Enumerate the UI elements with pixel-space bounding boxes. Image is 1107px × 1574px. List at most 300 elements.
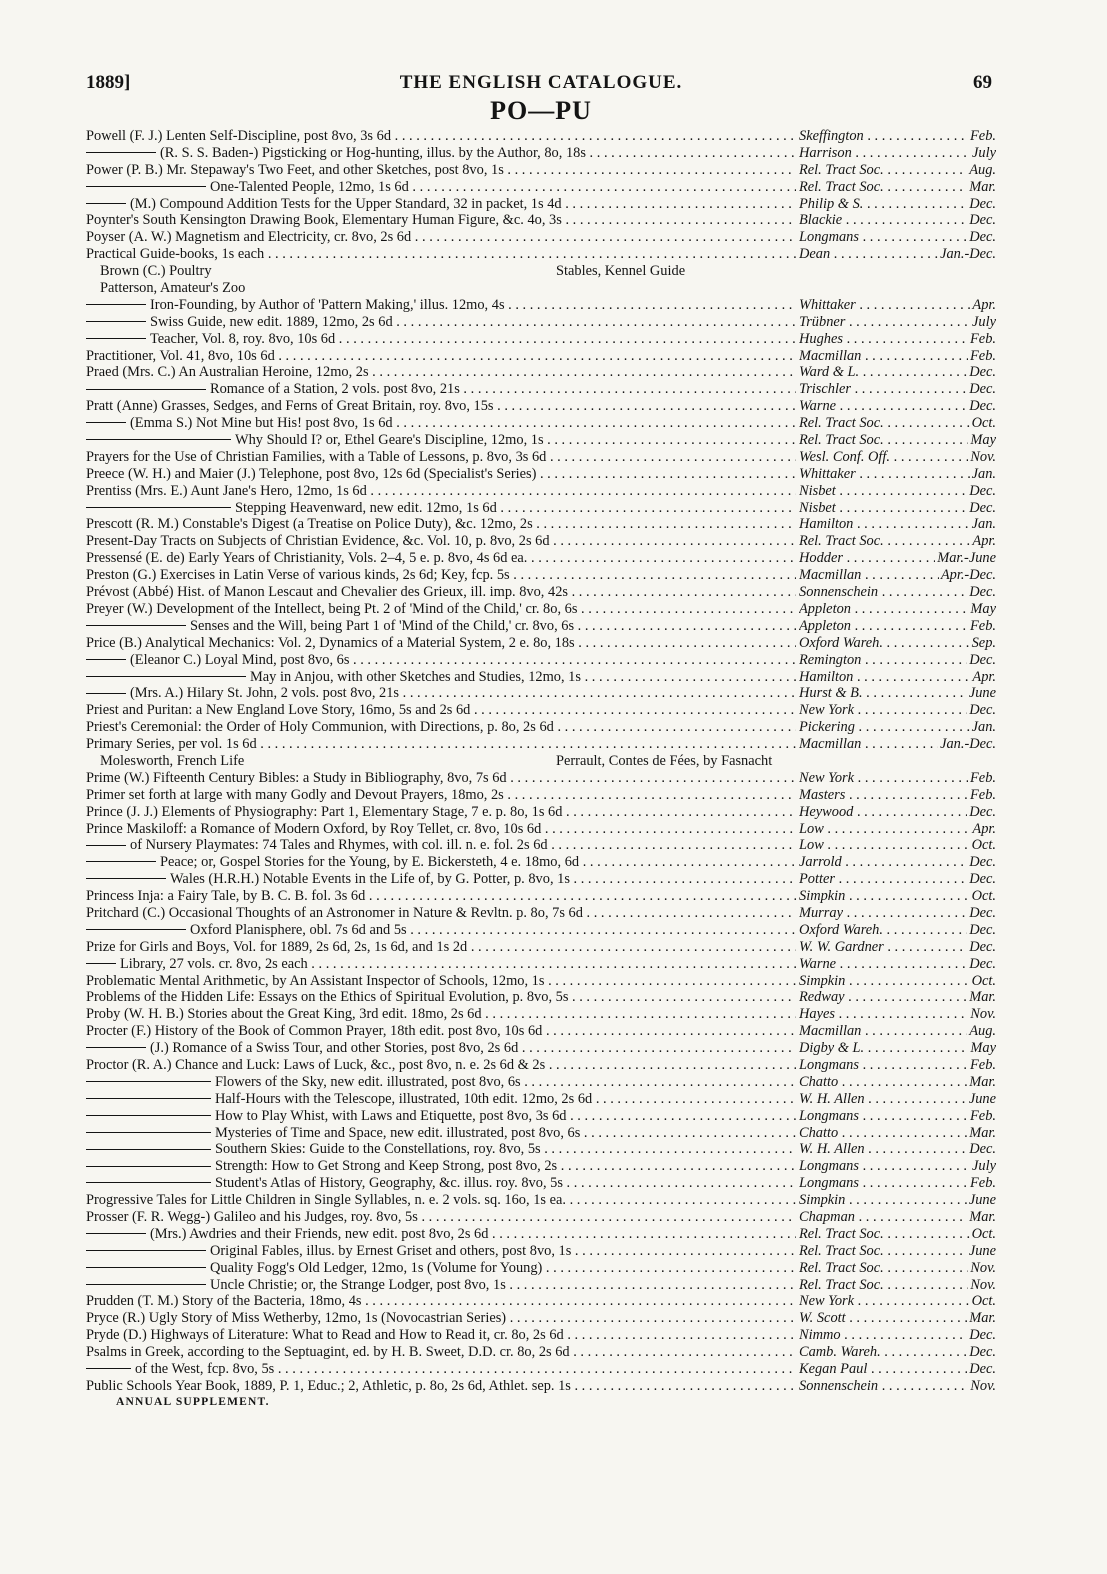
entry-publisher <box>799 533 996 550</box>
series-title: Molesworth, French Life <box>100 752 245 769</box>
entry-month: Dec. <box>969 482 996 499</box>
entry-month: Dec. <box>969 854 996 871</box>
page-number: 69 <box>973 72 992 93</box>
catalogue-entry <box>86 669 996 686</box>
ditto-rule <box>86 1149 211 1150</box>
entry-title-cell <box>86 939 796 956</box>
entry-month: Dec. <box>969 651 996 668</box>
entry-title: Senses and the Will, being Part 1 of 'Mind of the Child,' cr. 8vo, 6s <box>190 617 575 634</box>
entry-month: Apr.-Dec. <box>940 567 996 584</box>
catalogue-entry <box>86 584 996 601</box>
entry-month: Dec. <box>969 1141 996 1158</box>
entry-title: How to Play Whist, with Laws and Etiquette, post 8vo, 3s 6d <box>215 1107 567 1124</box>
entry-month: Feb. <box>970 330 996 347</box>
entry-title-cell <box>86 1108 796 1125</box>
entry-title: Pritchard (C.) Occasional Thoughts of an Astronomer in Nature & Revltn. p. 8o, 7s 6d <box>86 904 583 921</box>
entry-title: Prince (J. J.) Elements of Physiography: Part 1, Elementary Stage, 7 e. p. 8o, 1s 6d <box>86 803 563 820</box>
catalogue-entry <box>86 196 996 213</box>
entry-title-cell <box>86 145 796 162</box>
publisher-name: Sonnenschein <box>799 1377 879 1394</box>
ditto-rule <box>86 507 231 508</box>
entry-title-cell <box>86 770 796 787</box>
publisher-name: Simpkin <box>799 1192 846 1209</box>
publisher-name: Low <box>799 837 824 854</box>
publisher-name: Trischler <box>799 381 851 398</box>
entry-month: Aug. <box>969 1023 996 1040</box>
entry-title: Pryce (R.) Ugly Story of Miss Wetherby, 12mo, 1s (Novocastrian Series) <box>86 1310 507 1327</box>
entry-title: Praed (Mrs. C.) An Australian Heroine, 12mo, 2s <box>86 364 369 381</box>
entry-title-cell <box>86 854 796 871</box>
footnote: ANNUAL SUPPLEMENT. <box>116 1395 270 1408</box>
entry-month: Jan. <box>971 465 996 482</box>
publisher-name: Dean <box>799 246 831 263</box>
entry-title: Procter (F.) History of the Book of Common Prayer, 18th edit. post 8vo, 10s 6d <box>86 1023 543 1040</box>
publisher-name: Potter <box>799 871 835 888</box>
ditto-rule <box>86 963 116 964</box>
entry-month: Feb. <box>970 1107 996 1124</box>
entry-month: Feb. <box>970 617 996 634</box>
entry-month: Dec. <box>969 229 996 246</box>
publisher-name: Rel. Tract Soc. <box>799 161 884 178</box>
entry-title: (M.) Compound Addition Tests for the Upper Standard, 32 in packet, 1s 4d <box>130 195 562 212</box>
entry-month: Mar. <box>969 1073 996 1090</box>
publisher-name: Rel. Tract Soc. <box>799 1276 884 1293</box>
publisher-name: Chatto <box>799 1073 839 1090</box>
entry-title: (J.) Romance of a Swiss Tour, and other Stories, post 8vo, 2s 6d <box>150 1040 519 1057</box>
entry-title-cell <box>86 584 796 601</box>
publisher-name: Rel. Tract Soc. <box>799 1259 884 1276</box>
entry-month: Nov. <box>970 1377 996 1394</box>
series-title: Patterson, Amateur's Zoo <box>100 280 246 297</box>
entry-title: Prince Maskiloff: a Romance of Modern Oxford, by Roy Tellet, cr. 8vo, 10s 6d <box>86 820 542 837</box>
entry-month: Apr. <box>972 668 996 685</box>
catalogue-entry <box>86 1125 996 1142</box>
entry-title-cell <box>86 871 796 888</box>
catalogue-entry <box>86 314 996 331</box>
ditto-rule <box>86 203 126 204</box>
entry-month: Dec. <box>969 381 996 398</box>
publisher-name: Hurst & B. <box>799 685 863 702</box>
entry-publisher <box>799 1108 996 1125</box>
header-year: 1889] <box>86 72 131 93</box>
catalogue-entry <box>86 1310 996 1327</box>
catalogue-entry <box>86 550 996 567</box>
catalogue-entry <box>86 1344 996 1361</box>
entry-title-cell <box>86 1125 796 1142</box>
entry-title: Romance of a Station, 2 vols. post 8vo, 21s <box>210 381 460 398</box>
ditto-rule <box>86 1284 206 1285</box>
catalogue-entry <box>86 635 996 652</box>
publisher-name: Blackie <box>799 212 843 229</box>
entry-publisher <box>799 331 996 348</box>
entry-title-cell <box>86 635 796 652</box>
ditto-rule <box>86 845 126 846</box>
entry-title-cell <box>86 973 796 990</box>
catalogue-entry <box>86 1158 996 1175</box>
ditto-rule <box>86 676 246 677</box>
entry-title-cell <box>86 1310 796 1327</box>
catalogue-entry <box>86 1023 996 1040</box>
publisher-name: Appleton <box>799 617 851 634</box>
catalogue-page <box>86 70 996 1410</box>
entry-publisher <box>799 1260 996 1277</box>
catalogue-entry <box>86 905 996 922</box>
entry-title: Priest's Ceremonial: the Order of Holy Communion, with Directions, p. 8o, 2s 6d <box>86 719 554 736</box>
ditto-rule <box>86 1233 146 1234</box>
entry-month: June <box>968 1090 996 1107</box>
entry-month: Dec. <box>969 904 996 921</box>
publisher-name: Hayes <box>799 1006 835 1023</box>
entry-title: Preston (G.) Exercises in Latin Verse of various kinds, 2s 6d; Key, fcp. 5s <box>86 567 510 584</box>
entry-month: June <box>968 1242 996 1259</box>
publisher-name: Camb. Wareh. <box>799 1344 881 1361</box>
series-sublist-row <box>86 280 996 297</box>
entry-title: Oxford Planisphere, obl. 7s 6d and 5s <box>190 921 407 938</box>
entry-title: Practitioner, Vol. 41, 8vo, 10s 6d <box>86 347 275 364</box>
catalogue-entry <box>86 787 996 804</box>
entry-title-cell <box>86 550 796 567</box>
publisher-name: Warne <box>799 955 837 972</box>
ditto-rule <box>86 1166 211 1167</box>
entry-title: Pryde (D.) Highways of Literature: What to Read and How to Read it, cr. 8o, 2s 6d <box>86 1327 564 1344</box>
publisher-name: New York <box>799 769 855 786</box>
publisher-name: Hamilton <box>799 668 854 685</box>
catalogue-entry <box>86 702 996 719</box>
ditto-rule <box>86 1115 211 1116</box>
publisher-name: Harrison <box>799 144 852 161</box>
entry-title-cell <box>86 348 796 365</box>
entry-publisher <box>799 618 996 635</box>
entry-title: Iron-Founding, by Author of 'Pattern Making,' illus. 12mo, 4s <box>150 296 505 313</box>
publisher-name: Skeffington <box>799 128 864 144</box>
entry-title: Student's Atlas of History, Geography, &c. illus. roy. 8vo, 5s <box>215 1175 563 1192</box>
entry-month: Mar. <box>969 989 996 1006</box>
ditto-rule <box>86 389 206 390</box>
entry-title: Prayers for the Use of Christian Families, with a Table of Lessons, p. 8vo, 3s 6d <box>86 448 547 465</box>
publisher-name: Ward & L. <box>799 364 860 381</box>
entry-month: Feb. <box>970 1175 996 1192</box>
catalogue-entry <box>86 364 996 381</box>
entry-month: Oct. <box>971 1225 996 1242</box>
entry-title-cell <box>86 162 796 179</box>
header-title: THE ENGLISH CATALOGUE. <box>399 72 683 93</box>
entry-month: Dec. <box>969 212 996 229</box>
publisher-name: Simpkin <box>799 972 846 989</box>
entry-title-cell <box>86 500 796 517</box>
entry-publisher <box>799 314 996 331</box>
entry-title: Mysteries of Time and Space, new edit. illustrated, post 8vo, 6s <box>215 1124 581 1141</box>
entry-title: Quality Fogg's Old Ledger, 12mo, 1s (Volume for Young) <box>210 1259 543 1276</box>
entry-month: Feb. <box>970 769 996 786</box>
entry-month: Oct. <box>971 1293 996 1310</box>
catalogue-entry <box>86 179 996 196</box>
publisher-name: Philip & S. <box>799 195 864 212</box>
section-heading: PO—PU <box>490 96 592 125</box>
entry-month: Oct. <box>971 972 996 989</box>
entry-title-cell <box>86 1293 796 1310</box>
catalogue-entry <box>86 466 996 483</box>
entry-title-cell <box>86 601 796 618</box>
entry-publisher <box>799 888 996 905</box>
entry-title: Pressensé (E. de) Early Years of Christianity, Vols. 2–4, 5 e. p. 8vo, 4s 6d ea. <box>86 550 528 567</box>
catalogue-entry <box>86 1226 996 1243</box>
series-sublist-row <box>86 263 996 280</box>
entry-publisher <box>799 128 996 145</box>
catalogue-entry <box>86 1243 996 1260</box>
entry-title: Library, 27 vols. cr. 8vo, 2s each <box>120 955 308 972</box>
entry-month: July <box>972 1158 996 1175</box>
entry-title-cell <box>86 483 796 500</box>
ditto-rule <box>86 338 146 339</box>
catalogue-entry <box>86 939 996 956</box>
ditto-rule <box>86 1368 131 1369</box>
entry-publisher <box>799 669 996 686</box>
entry-title: Preece (W. H.) and Maier (J.) Telephone, post 8vo, 12s 6d (Specialist's Series) <box>86 465 537 482</box>
entry-publisher <box>799 787 996 804</box>
entry-title-cell <box>86 905 796 922</box>
entry-publisher <box>799 415 996 432</box>
entry-title-cell <box>86 1091 796 1108</box>
catalogue-entry <box>86 922 996 939</box>
entry-publisher <box>799 1057 996 1074</box>
ditto-rule <box>86 625 186 626</box>
entry-title: Proby (W. H. B.) Stories about the Great King, 3rd edit. 18mo, 2s 6d <box>86 1006 482 1023</box>
publisher-name: Macmillan <box>799 347 862 364</box>
publisher-name: Rel. Tract Soc. <box>799 415 884 432</box>
entry-title: Problematic Mental Arithmetic, by An Assistant Inspector of Schools, 12mo, 1s <box>86 972 545 989</box>
entry-month: Jan. <box>971 719 996 736</box>
entry-title-cell <box>86 669 796 686</box>
entry-publisher <box>799 1175 996 1192</box>
catalogue-entry <box>86 1209 996 1226</box>
entry-title: Preyer (W.) Development of the Intellect, being Pt. 2 of 'Mind of the Child,' cr. 8o, 6s <box>86 600 578 617</box>
entry-month: Feb. <box>970 347 996 364</box>
catalogue-entry <box>86 652 996 669</box>
entry-month: Feb. <box>970 1056 996 1073</box>
entry-title-cell <box>86 516 796 533</box>
entry-month: Feb. <box>970 128 996 144</box>
catalogue-entry <box>86 212 996 229</box>
publisher-name: Oxford Wareh. <box>799 921 883 938</box>
entry-title-cell <box>86 787 796 804</box>
entry-title: Prime (W.) Fifteenth Century Bibles: a Study in Bibliography, 8vo, 7s 6d <box>86 769 507 786</box>
entry-month: Dec. <box>969 499 996 516</box>
entry-month: Nov. <box>970 1259 996 1276</box>
ditto-rule <box>86 422 126 423</box>
catalogue-entry <box>86 601 996 618</box>
entry-title: Poynter's South Kensington Drawing Book, Elementary Human Figure, &c. 4o, 3s <box>86 212 562 229</box>
entry-title: Psalms in Greek, according to the Septuagint, ed. by H. B. Sweet, D.D. cr. 8o, 2s 6d <box>86 1344 570 1361</box>
catalogue-entry <box>86 1293 996 1310</box>
catalogue-entry <box>86 1141 996 1158</box>
entry-title-cell <box>86 381 796 398</box>
entry-month: Dec. <box>969 702 996 719</box>
publisher-name: Trübner <box>799 313 846 330</box>
ditto-rule <box>86 1047 146 1048</box>
entry-title-cell <box>86 567 796 584</box>
entry-title-cell <box>86 1057 796 1074</box>
entry-month: Apr. <box>972 533 996 550</box>
entry-title-cell <box>86 331 796 348</box>
entry-title: Teacher, Vol. 8, roy. 8vo, 10s 6d <box>150 330 336 347</box>
publisher-name: Redway <box>799 989 845 1006</box>
entry-title-cell <box>86 1040 796 1057</box>
catalogue-entry <box>86 888 996 905</box>
ditto-rule <box>86 304 146 305</box>
publisher-name: Rel. Tract Soc. <box>799 1242 884 1259</box>
entry-title-cell <box>86 618 796 635</box>
entry-title-cell <box>86 1277 796 1294</box>
catalogue-entry <box>86 854 996 871</box>
publisher-name: W. H. Allen <box>799 1090 865 1107</box>
catalogue-entry <box>86 1108 996 1125</box>
publisher-name: Hughes <box>799 330 843 347</box>
entry-title: Price (B.) Analytical Mechanics: Vol. 2, Dynamics of a Material System, 2 e. 8o, 18s <box>86 634 575 651</box>
publisher-name: Hamilton <box>799 516 854 533</box>
entry-title-cell <box>86 1192 796 1209</box>
entry-title-cell <box>86 956 796 973</box>
entry-title: (Eleanor C.) Loyal Mind, post 8vo, 6s <box>130 651 350 668</box>
entry-title: Problems of the Hidden Life: Essays on the Ethics of Spiritual Evolution, p. 8vo, 5s <box>86 989 569 1006</box>
ditto-rule <box>86 321 146 322</box>
catalogue-entry <box>86 685 996 702</box>
catalogue-entry <box>86 1277 996 1294</box>
entry-title: Uncle Christie; or, the Strange Lodger, post 8vo, 1s <box>210 1276 506 1293</box>
publisher-name: Macmillan <box>799 567 862 584</box>
entry-title-cell <box>86 821 796 838</box>
publisher-name: Longmans <box>799 1056 859 1073</box>
catalogue-entry <box>86 1192 996 1209</box>
entry-title-cell <box>86 128 796 145</box>
running-header <box>86 70 996 96</box>
publisher-name: Heywood <box>799 803 854 820</box>
entry-month: Dec. <box>969 921 996 938</box>
entry-month: July <box>972 144 996 161</box>
publisher-name: Jarrold <box>799 854 842 871</box>
publisher-name: Nisbet <box>799 499 836 516</box>
ditto-rule <box>86 659 126 660</box>
catalogue-entry <box>86 348 996 365</box>
catalogue-entry <box>86 1260 996 1277</box>
ditto-rule <box>86 1250 206 1251</box>
catalogue-entry <box>86 770 996 787</box>
entry-publisher <box>799 1226 996 1243</box>
ditto-rule <box>86 186 206 187</box>
entry-title-cell <box>86 1260 796 1277</box>
entry-month: Dec. <box>969 364 996 381</box>
publisher-name: Longmans <box>799 229 859 246</box>
entry-publisher <box>799 449 996 466</box>
entry-publisher <box>799 770 996 787</box>
catalogue-entry <box>86 381 996 398</box>
entry-month: Dec. <box>969 1361 996 1378</box>
entry-title-cell <box>86 398 796 415</box>
catalogue-entry <box>86 500 996 517</box>
entry-title: of the West, fcp. 8vo, 5s <box>135 1361 275 1378</box>
entry-title: One-Talented People, 12mo, 1s 6d <box>210 178 409 195</box>
publisher-name: W. W. Gardner <box>799 938 884 955</box>
entry-month: Aug. <box>969 161 996 178</box>
ditto-rule <box>86 929 186 930</box>
catalogue-entry <box>86 162 996 179</box>
entry-title-cell <box>86 415 796 432</box>
entry-title: Princess Inja: a Fairy Tale, by B. C. B. fol. 3s 6d <box>86 888 366 905</box>
catalogue-entry <box>86 331 996 348</box>
entry-month: Dec. <box>969 195 996 212</box>
entry-title-cell <box>86 449 796 466</box>
entry-month: Apr. <box>972 820 996 837</box>
publisher-name: W. H. Allen <box>799 1141 865 1158</box>
entry-month: May <box>970 600 996 617</box>
entry-title-cell <box>86 989 796 1006</box>
entry-month: Sep. <box>971 634 996 651</box>
publisher-name: Whittaker <box>799 296 856 313</box>
ditto-rule <box>86 878 166 879</box>
entry-title-cell <box>86 1361 796 1378</box>
entry-title-cell <box>86 888 796 905</box>
entry-title-cell <box>86 922 796 939</box>
publisher-name: Wesl. Conf. Off. <box>799 448 891 465</box>
entry-title: of Nursery Playmates: 74 Tales and Rhymes, with col. ill. n. e. fol. 2s 6d <box>130 837 548 854</box>
entry-title: (Emma S.) Not Mine but His! post 8vo, 1s 6d <box>130 415 393 432</box>
series-sublist-row <box>86 753 996 770</box>
entry-title: Prudden (T. M.) Story of the Bacteria, 18mo, 4s <box>86 1293 362 1310</box>
entry-title: Prentiss (Mrs. E.) Aunt Jane's Hero, 12mo, 1s 6d <box>86 482 367 499</box>
entry-title-cell <box>86 229 796 246</box>
catalogue-entry <box>86 398 996 415</box>
publisher-name: Nimmo <box>799 1327 841 1344</box>
entry-month: Oct. <box>971 415 996 432</box>
entry-title: Prévost (Abbé) Hist. of Manon Lescaut and Chevalier des Grieux, ill. imp. 8vo, 42s <box>86 584 568 601</box>
entry-title-cell <box>86 837 796 854</box>
publisher-name: Simpkin <box>799 888 846 905</box>
publisher-name: Remington <box>799 651 862 668</box>
entry-title: Original Fables, illus. by Ernest Griset and others, post 8vo, 1s <box>210 1242 572 1259</box>
entry-title: Powell (F. J.) Lenten Self-Discipline, post 8vo, 3s 6d <box>86 128 392 144</box>
entry-title-cell <box>86 1209 796 1226</box>
entry-title: May in Anjou, with other Sketches and Studies, 12mo, 1s <box>250 668 581 685</box>
publisher-name: Longmans <box>799 1158 859 1175</box>
entry-publisher <box>799 719 996 736</box>
entry-month: Jan. <box>971 516 996 533</box>
entry-month: Dec. <box>969 1344 996 1361</box>
ditto-rule <box>86 1267 206 1268</box>
entry-title: Practical Guide-books, 1s each <box>86 246 265 263</box>
entry-month: Apr. <box>972 296 996 313</box>
entry-publisher <box>799 821 996 838</box>
entry-month: Feb. <box>970 786 996 803</box>
catalogue-entry <box>86 871 996 888</box>
catalogue-entry <box>86 618 996 635</box>
entry-title-cell <box>86 1141 796 1158</box>
ditto-rule <box>86 861 156 862</box>
entry-publisher <box>799 432 996 449</box>
entry-title-cell <box>86 246 796 263</box>
catalogue-entry <box>86 973 996 990</box>
entry-title-cell <box>86 1074 796 1091</box>
entry-title: Progressive Tales for Little Children in Single Syllables, n. e. 2 vols. sq. 16o, 1s ea. <box>86 1192 566 1209</box>
entry-title: Southern Skies: Guide to the Constellations, roy. 8vo, 5s <box>215 1141 541 1158</box>
entry-title-cell <box>86 804 796 821</box>
entry-title: Power (P. B.) Mr. Stepaway's Two Feet, and other Sketches, post 8vo, 1s <box>86 161 504 178</box>
entry-title: Peace; or, Gospel Stories for the Young, by E. Bickersteth, 4 e. 18mo, 6d <box>160 854 580 871</box>
entry-title: Public Schools Year Book, 1889, P. 1, Educ.; 2, Athletic, p. 8o, 2s 6d, Athlet. sep. 1s <box>86 1377 571 1394</box>
publisher-name: Rel. Tract Soc. <box>799 1225 884 1242</box>
catalogue-entry <box>86 1091 996 1108</box>
publisher-name: Longmans <box>799 1107 859 1124</box>
entry-publisher <box>799 973 996 990</box>
entry-title: Strength: How to Get Strong and Keep Strong, post 8vo, 2s <box>215 1158 558 1175</box>
